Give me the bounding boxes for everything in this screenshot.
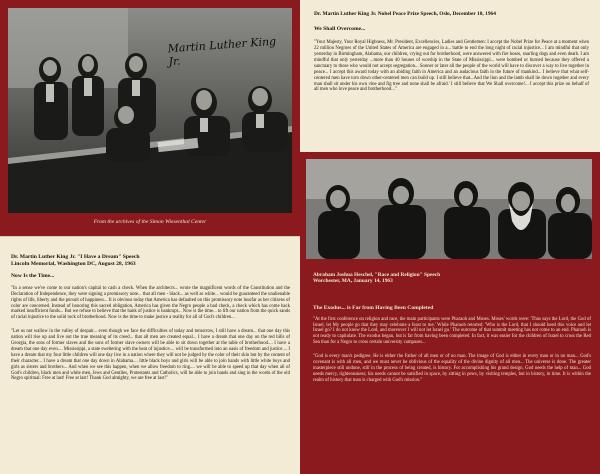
nobel-body: "Your Majesty, Your Royal Highness, Mr. President, Excellencies, Ladies and Gentlemen: I accept the Nobel Prize for Peace at a moment when 22 million Negroes of the United States of America are engaged in a... battle to end the long night of racial injustice... I am mindful that only yesterday in Birmingham, Alabama, our children, crying out for brotherhood, were answered with fire hoses, snarling dogs and even death. I am mindful that only yesterday ...more than 40 houses of worship in the State of Mississippi... were bombed or burned because they offered a sanctuary to those who would not accept segregation... Sooner or later all the people of the world will have to discover a way to live together in peace... I accept this award today with an abiding faith in America and an audacious faith in the future of mankind... I believe that what self-centered men have torn down other-centered men can build up. I still believe that...And the lion and the lamb shall lie down together and every man shall sit under his own vine and fig tree and none shall be afraid.' I still believe that We Shall overcome!... I accept this prize on behalf of all men who love peace and brotherhood..." [314, 40, 589, 93]
dream-subtitle: Now Is the Time... [11, 273, 55, 280]
dream-paragraph-2: "Let us not wallow in the valley of despair... even though we face the difficulties of today and tomorrow, I still have a dream... that one day this nation will rise up and live out the true meaning of its creed... that all men are created equal... I have a dream that one day on the red hills of Georgia, the sons of former slaves and the sons of former slave owners will be able to sit down together at the table of brotherhood.... I have a dream that one day even.... Mississippi, a state sweltering with the heat of injustice.... will be transformed into an oasis of freedom and justice.... I have a dream that my four little children will one day live in a nation where they will not be judged by the color of their skin but by the content of their character... I have a dream that one day down in Alabama.... little black boys and girls will be able to join hands with little white boys and girls as sisters and brothers... And when we see this happen, when we allow freedom to ring.... we will be able to speed up that day when all of God's children, black men and white men, Jews and Gentiles, Protestants and Catholics, will be able to join hands and sing in the words of the old Negro spiritual: Free at last! Free at last! Thank God almighty, we are free at last!" [11, 329, 290, 382]
archive-photo-king-signing [8, 8, 292, 213]
nobel-subtitle: We Shall Overcome... [314, 25, 366, 32]
heschel-text [313, 305, 591, 384]
heschel-march-image [306, 159, 592, 259]
dream-location: Lincoln Memorial, Washington DC, August 28, 1963 [11, 260, 136, 267]
heschel-paragraph-1: "At the first conference on religion and race, the main participants were Pharaoh and Moses. Moses' words were: 'Thus says the Lord, the God of Israel, let My people go that they may celebrate a feast to me.' While Pharaoh retorted: 'Who is the Lord, that I should heed this voice and let Israel go? I do not know the Lord, and moreover I will not let Israel go.' The outcome of that summit meeting has not come to an end. Pharaoh is not ready to capitulate. The exodus began, but is far from having been completed. In fact, it was easier for the children of Israel to cross the Red Sea than for a Negro to cross certain university campuses... [313, 316, 591, 346]
heschel-march-photo [306, 159, 592, 259]
photo-panel-top-left [0, 0, 300, 236]
heschel-caption-name: Abraham Joshua Heschel, "Race and Religion" Speech [313, 272, 441, 278]
heschel-caption-place: Worchester, MA, January 14, 1963 [313, 278, 393, 285]
nobel-title: Dr. Martin Luther King Jr. Nobel Peace Prize Speech, Oslo, December 10, 1964 [314, 11, 496, 17]
signature-text: Martin Luther King Jr. [167, 34, 277, 69]
dream-title: Dr. Martin Luther King Jr. "I Have a Dream" Speech [11, 254, 140, 260]
photo-caption: From the archives of the Simon Wiesenthal Center [93, 219, 207, 225]
heschel-subtitle: The Exodus... is Far from Having Been Completed [313, 305, 434, 311]
heschel-paragraph-2: "God is every man's pedigree. He is either the Father of all men or of no man. The image of God is either in every man or in no man... God's covenant is with all men, and we must never be oblivious of the equality of the divine dignity of all men... The universe is done. The greater masterpiece still undone, still in the process of being created, is history. For accomplishing his grand design, God needs the help of man... God needs mercy, righteousness; his needs cannot be satisfied in space, by sitting in pews, by visiting temples, but in history, in time. It is within the realm of history that man is charged with God's mission." [313, 354, 591, 383]
dream-paragraph-1: "In a sense we've come to our nation's capital to cash a check. When the architects... wrote the magnificent words of the Constitution and the Declaration of Independence, they were signing a promissory note... that all men - black... as well as white... would be guaranteed the unalienable rights of life, liberty and the pursuit of happiness... It is obvious today that America has defaulted on this promissory note insofar as her citizens of color are concerned. Instead of honoring this sacred obligation, America has given the Negro people a bad check, a check which has come back marked insufficient funds... But we refuse to believe that the bank of justice is bankrupt... Now is the time... to lift our nation from the quick sands of racial injustice to the solid rock of brotherhood. Now is the time to make justice a reality for all of God's children... [11, 285, 290, 321]
heschel-caption [313, 272, 593, 285]
dream-speech-panel [0, 236, 300, 474]
